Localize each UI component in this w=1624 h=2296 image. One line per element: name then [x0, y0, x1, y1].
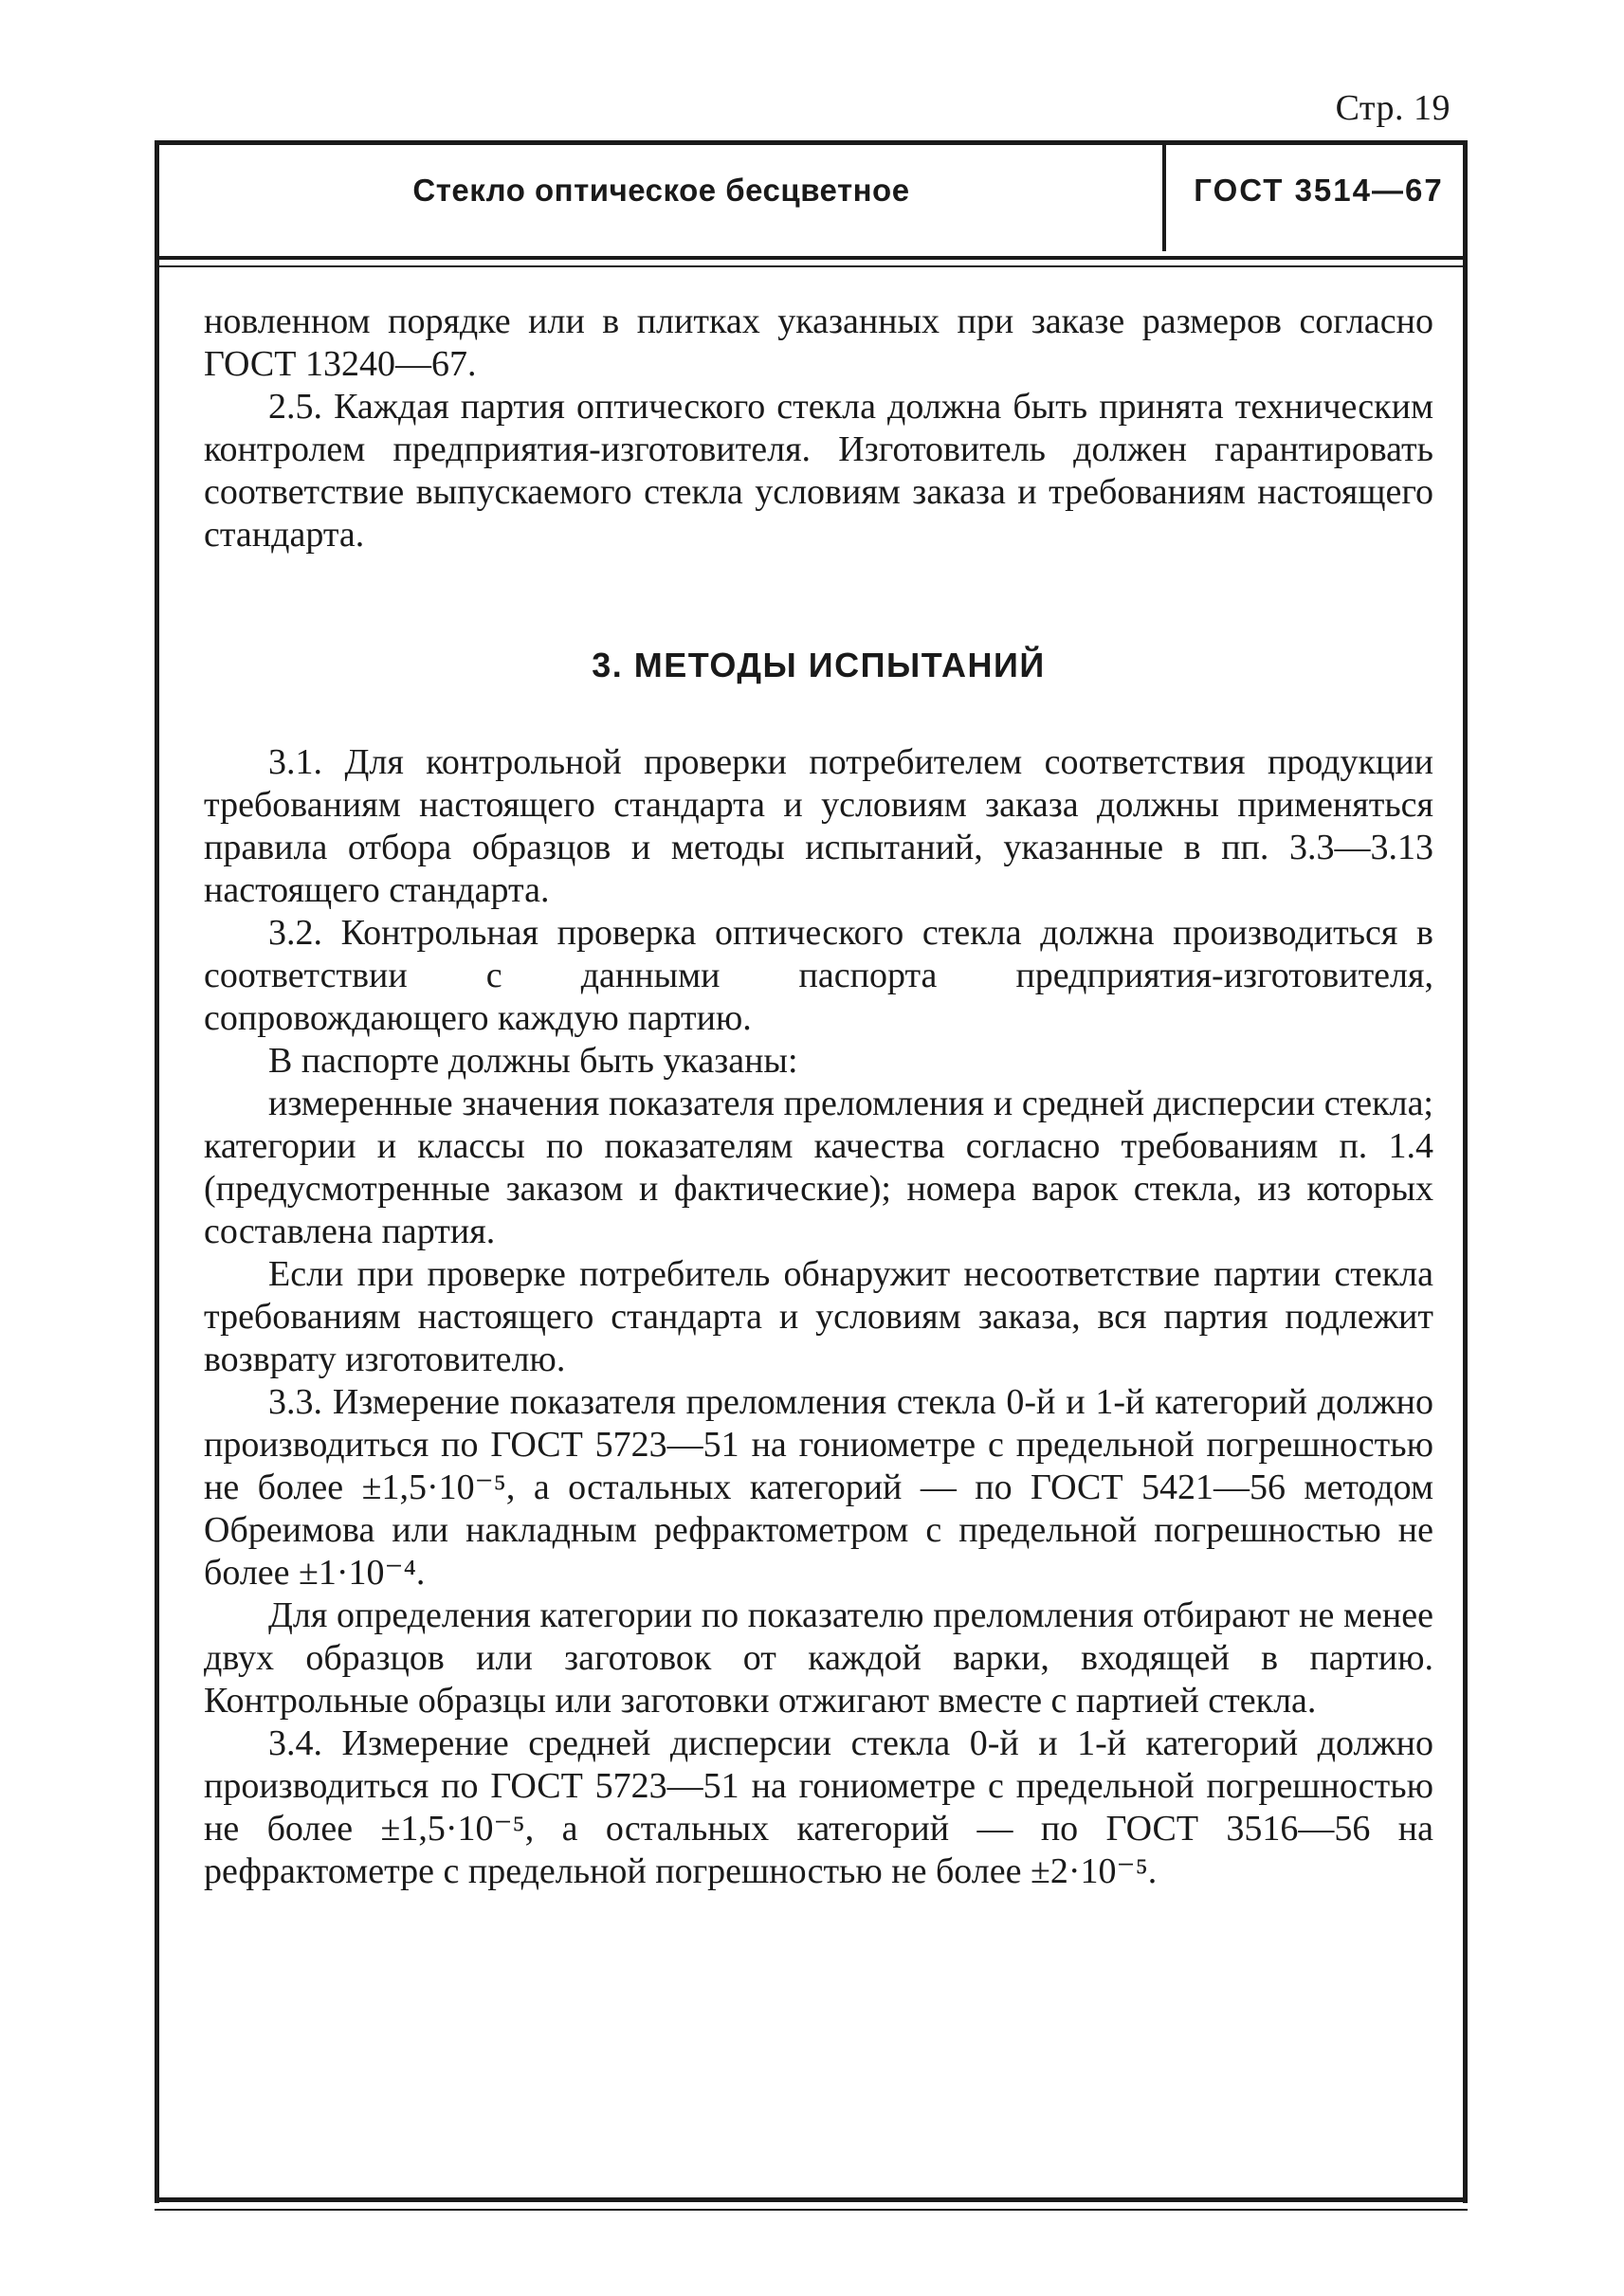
paragraph-3-3: 3.3. Измерение показателя преломления стекла 0-й и 1-й категорий должно производиться по ГОСТ 5723—51 на гониометре с предельной погрешностью не более ±1,5·10⁻⁵, а остальных категорий — по ГОСТ 5421—56 методом Обреимова или накладным рефрактометром с предельной погрешностью не более ±1·10⁻⁴.: [204, 1382, 1433, 1593]
document-body: [204, 301, 1433, 1893]
paragraph-category-sampling: Для определения категории по показателю преломления отбирают не менее двух образцов или заготовок от каждой варки, входящей в партию. Контрольные образцы или заготовки отжигают вместе с партией стекла.: [204, 1595, 1433, 1721]
paragraph-nonconformance: Если при проверке потребитель обнаружит несоответствие партии стекла требованиям настоящего стандарта и условиям заказа, вся партия подлежит возврату изготовителю.: [204, 1254, 1433, 1379]
paragraph-2-5: 2.5. Каждая партия оптического стекла должна быть принята техническим контролем предприятия-изготовителя. Изготовитель должен гарантировать соответствие выпускаемого стекла условиям заказа и требованиям настоящего стандарта.: [204, 387, 1433, 555]
paragraph-3-2: 3.2. Контрольная проверка оптического стекла должна производиться в соответствии с данными паспорта предприятия-изготовителя, сопровождающего каждую партию.: [204, 913, 1433, 1038]
header-standard-number: ГОСТ 3514—67: [1194, 173, 1444, 208]
frame-top-rule: [155, 140, 1468, 145]
paragraph-passport-intro: В паспорте должны быть указаны:: [268, 1041, 798, 1081]
paragraph-3-4: 3.4. Измерение средней дисперсии стекла 0-й и 1-й категорий должно производиться по ГОСТ 5723—51 на гониометре с предельной погрешностью не более ±1,5·10⁻⁵, а остальных категорий — по ГОСТ 3516—56 на рефрактометре с предельной погрешностью не более ±2·10⁻⁵.: [204, 1723, 1433, 1891]
page-number: Стр. 19: [1335, 88, 1451, 128]
frame-bottom-rule-thin: [155, 2209, 1468, 2211]
paragraph-3-1: 3.1. Для контрольной проверки потребителем соответствия продукции требованиям настоящего стандарта и условиям заказа должны применяться правила отбора образцов и методы испытаний, указанные в пп. 3.3—3.13 настоящего стандарта.: [204, 742, 1433, 910]
section-title: 3. МЕТОДЫ ИСПЫТАНИЙ: [592, 646, 1046, 684]
header-bottom-rule-thin: [155, 265, 1468, 267]
frame-bottom-rule: [155, 2197, 1468, 2202]
header-bottom-rule: [155, 256, 1468, 260]
header-divider: [1162, 142, 1166, 251]
header-title: Стекло оптическое бесцветное: [412, 173, 910, 208]
paragraph-passport-contents: измеренные значения показателя преломления и средней дисперсии стекла; категории и классы по показателям качества согласно требованиям п. 1.4 (предусмотренные заказом и фактические); номера варок стекла, из которых составлена партия.: [204, 1084, 1433, 1251]
paragraph-continuation: новленном порядке или в плитках указанных при заказе размеров согласно ГОСТ 13240—67.: [204, 301, 1433, 384]
